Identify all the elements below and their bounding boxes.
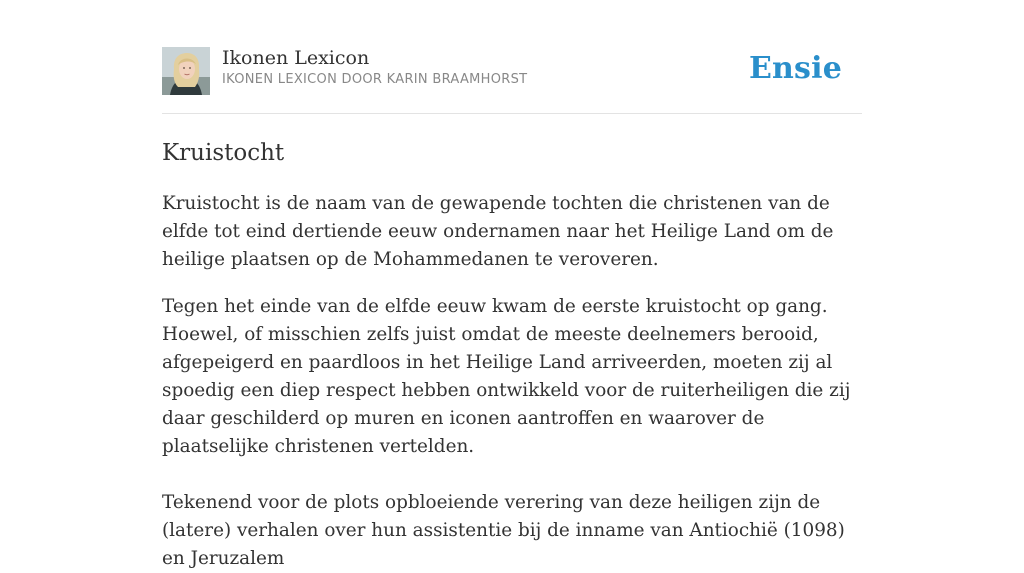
article-title: Kruistocht: [162, 140, 285, 166]
site-header: [162, 0, 862, 114]
article-paragraph: Tekenend voor de plots opbloeiende verering van deze heiligen zijn de (latere) verhalen over hun assistentie bij de inname van Antiochië (1098) en Jeruzalem: [162, 492, 845, 569]
author-name[interactable]: Ikonen Lexicon: [222, 47, 370, 69]
author-block: [222, 46, 527, 88]
article-paragraph: Kruistocht is de naam van de gewapende tochten die christenen van de elfde tot eind dertiende eeuw ondernamen naar het Heilige Land om de heilige plaatsen op de Mohammedanen te veroveren.: [162, 193, 834, 270]
article-content: [162, 190, 862, 573]
author-portrait-icon: [162, 47, 210, 95]
article-paragraph: Tegen het einde van de elfde eeuw kwam de eerste kruistocht op gang. Hoewel, of misschien zelfs juist omdat de meeste deelnemers berooid, afgepeigerd en paardloos in het Heilige Land arriveerden, moeten zij al spoedig een diep respect hebben ontwikkeld voor de ruiterheiligen die zij daar geschilderd op muren en iconen aantroffen en waarover de plaatselijke christenen vertelden.: [162, 296, 851, 457]
author-subtitle[interactable]: IKONEN LEXICON DOOR KARIN BRAAMHORST: [222, 72, 528, 87]
author-avatar[interactable]: [162, 47, 210, 95]
brand-logo[interactable]: Ensie: [748, 51, 842, 86]
article-page: [162, 0, 862, 569]
